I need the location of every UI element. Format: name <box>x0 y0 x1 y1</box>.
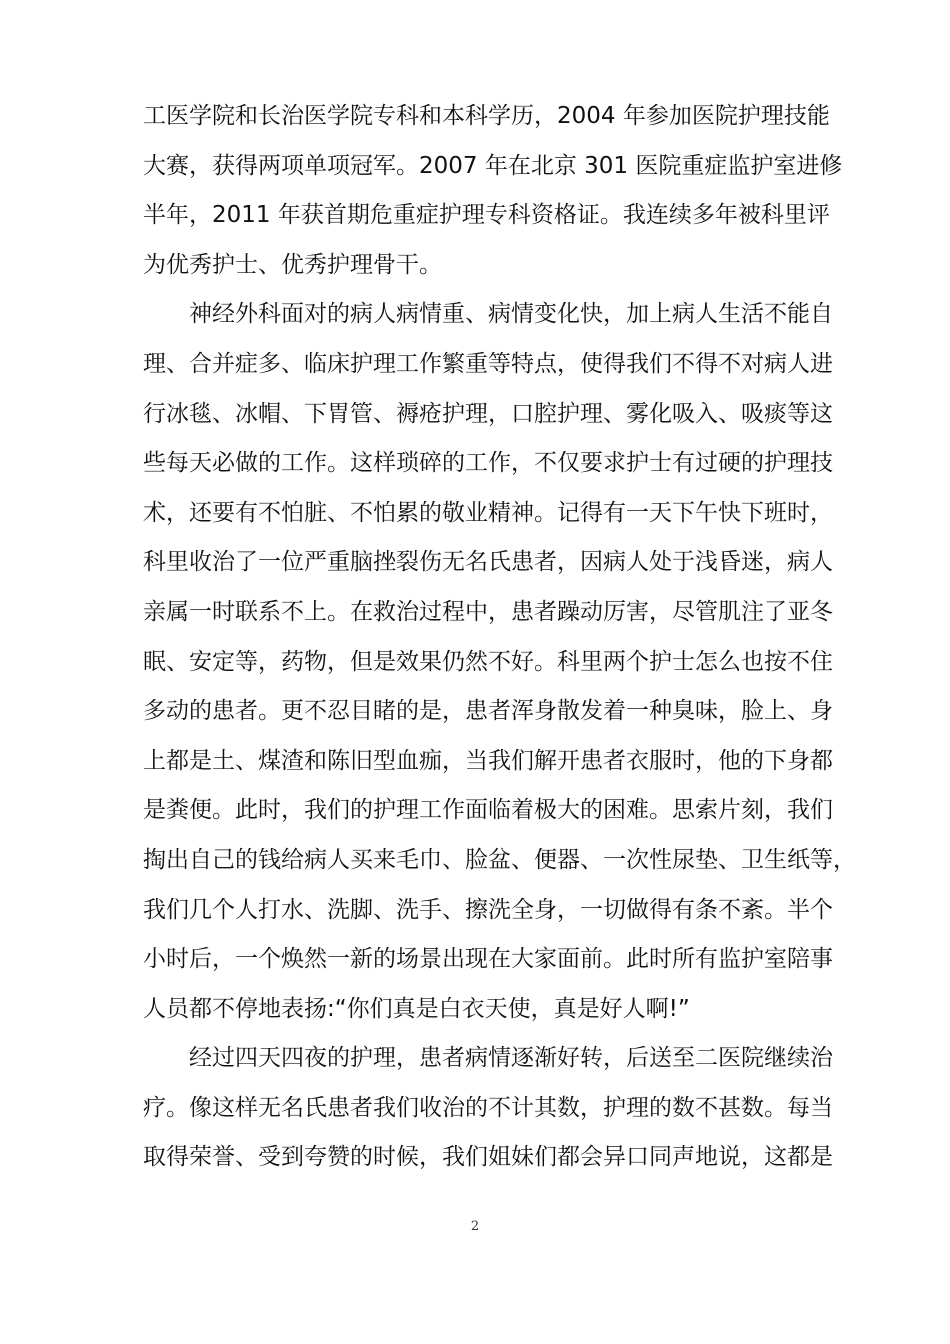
text-line: 多动的患者。更不忍目睹的是，患者浑身散发着一种臭味，脸上、身 <box>143 698 833 725</box>
text-line: 大赛，获得两项单项冠军。2007 年在北京 301 医院重症监护室进修 <box>143 152 843 179</box>
paragraph-first-line: 经过四天四夜的护理，患者病情逐渐好转，后送至二医院继续治 <box>189 1045 833 1072</box>
text-line: 疗。像这样无名氏患者我们收治的不计其数，护理的数不甚数。每当 <box>143 1094 833 1121</box>
text-line: 行冰毯、冰帽、下胃管、褥疮护理，口腔护理、雾化吸入、吸痰等这 <box>143 400 833 427</box>
text-line: 小时后，一个焕然一新的场景出现在大家面前。此时所有监护室陪事 <box>143 946 833 973</box>
text-line: 工医学院和长治医学院专科和本科学历，2004 年参加医院护理技能 <box>143 103 830 129</box>
text-line: 眠、安定等，药物，但是效果仍然不好。科里两个护士怎么也按不住 <box>143 648 833 675</box>
paragraph-first-line: 神经外科面对的病人病情重、病情变化快，加上病人生活不能自 <box>189 301 833 328</box>
text-line: 我们几个人打水、洗脚、洗手、擦洗全身，一切做得有条不紊。半个 <box>143 896 833 923</box>
page-number: 2 <box>470 1219 480 1234</box>
text-line: 人员都不停地表扬:“你们真是白衣天使，真是好人啊!” <box>143 995 690 1022</box>
text-line: 为优秀护士、优秀护理骨干。 <box>143 251 442 278</box>
text-line: 理、合并症多、临床护理工作繁重等特点，使得我们不得不对病人进 <box>143 350 833 377</box>
text-line: 亲属一时联系不上。在救治过程中，患者躁动厉害，尽管肌注了亚冬 <box>143 598 833 625</box>
text-line: 取得荣誉、受到夸赞的时候，我们姐妹们都会异口同声地说，这都是 <box>143 1144 833 1171</box>
text-line: 科里收治了一位严重脑挫裂伤无名氏患者，因病人处于浅昏迷，病人 <box>143 549 833 576</box>
text-line: 术，还要有不怕脏、不怕累的敬业精神。记得有一天下午快下班时， <box>143 499 833 526</box>
text-line: 上都是土、煤渣和陈旧型血痂，当我们解开患者衣服时，他的下身都 <box>143 747 833 774</box>
text-line: 掏出自己的钱给病人买来毛巾、脸盆、便器、一次性尿垫、卫生纸等， <box>143 846 856 873</box>
body-text <box>143 92 856 1183</box>
text-line: 半年，2011 年获首期危重症护理专科资格证。我连续多年被科里评 <box>143 202 830 229</box>
text-line: 些每天必做的工作。这样琐碎的工作，不仅要求护士有过硬的护理技 <box>143 450 833 477</box>
text-line: 是粪便。此时，我们的护理工作面临着极大的困难。思索片刻，我们 <box>143 797 833 824</box>
